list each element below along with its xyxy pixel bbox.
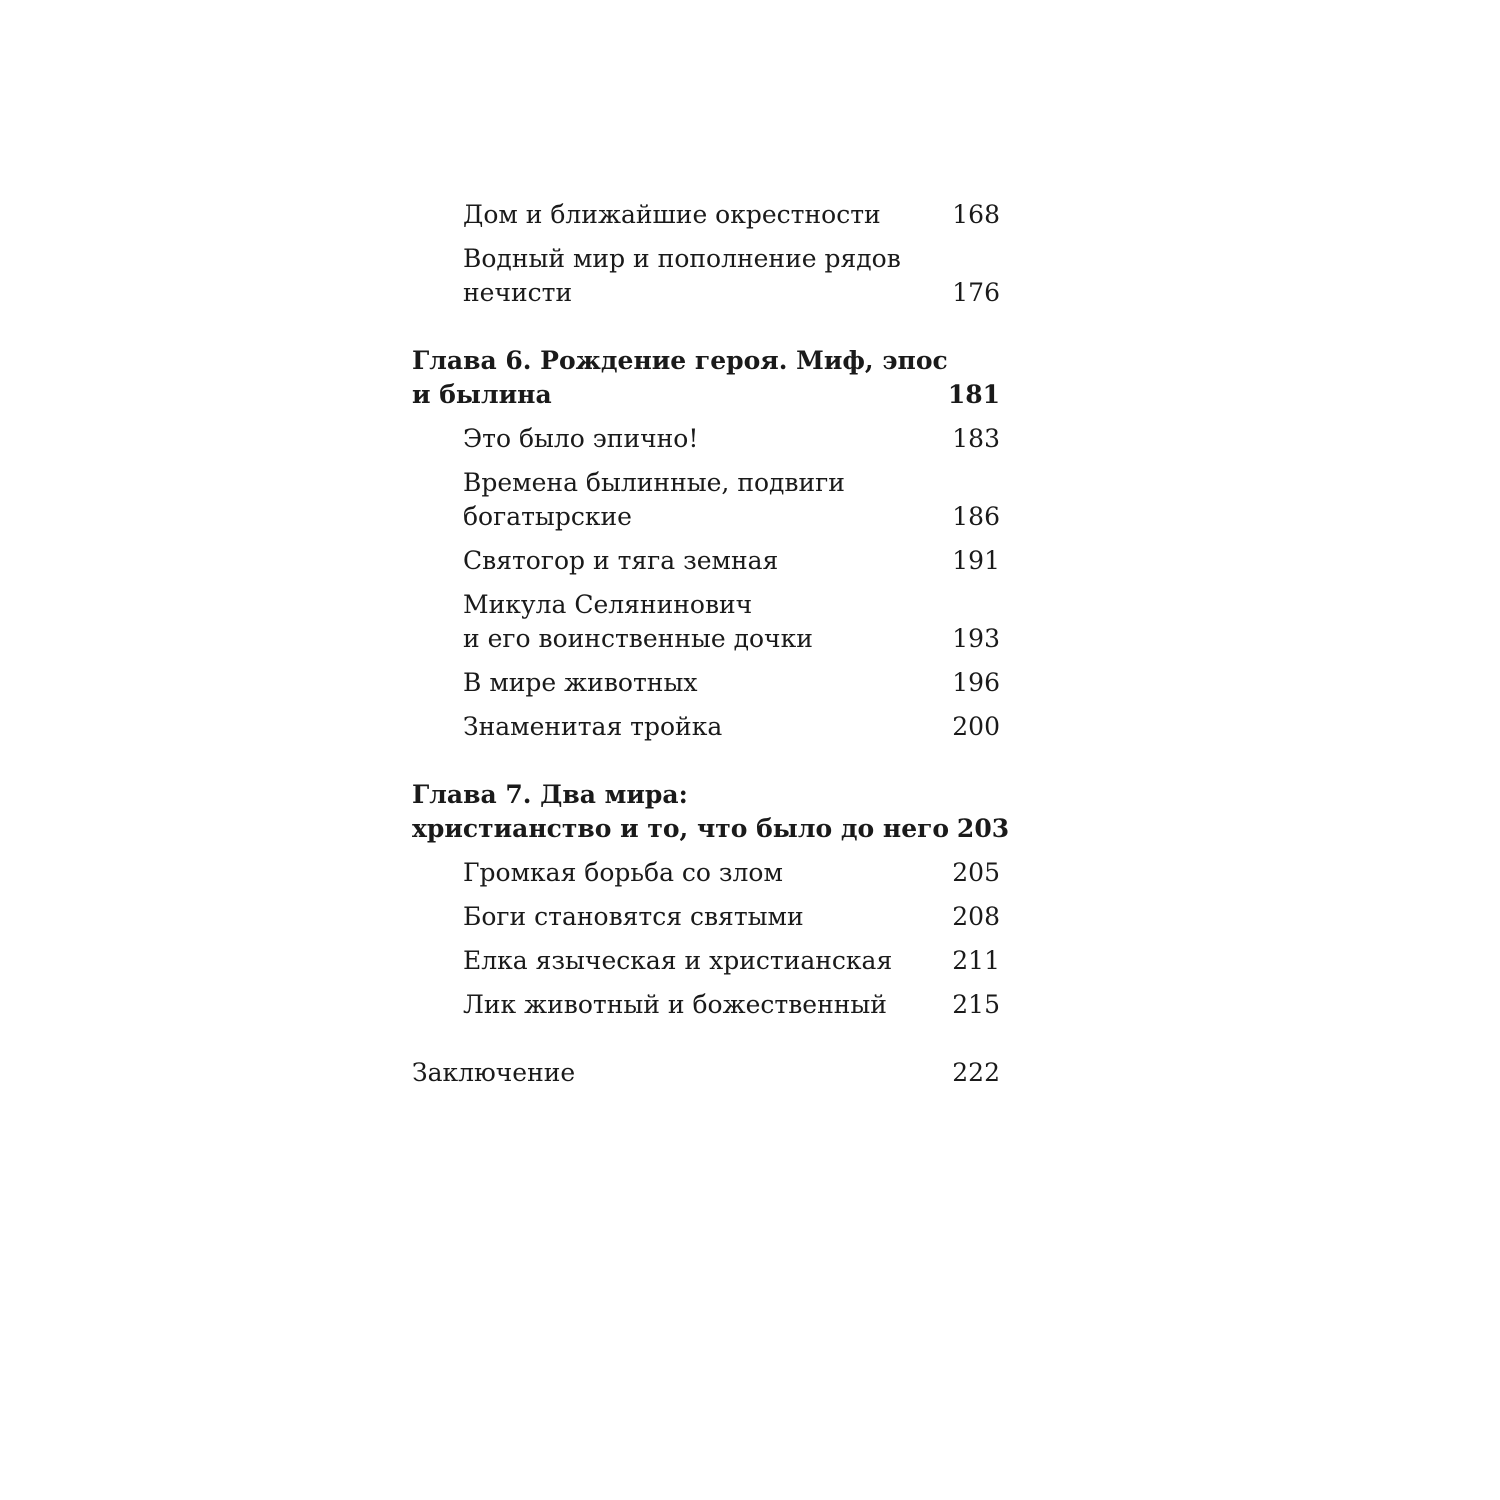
- toc-section-entry: [412, 988, 1000, 1022]
- toc-page-number: 183: [952, 424, 1000, 453]
- toc-line: [412, 812, 1010, 846]
- toc-page-number: 222: [952, 1058, 1000, 1087]
- toc-page-number: 208: [952, 902, 1000, 931]
- toc-entry-title: христианство и то, что было до него: [412, 814, 950, 843]
- toc-line: [412, 710, 1000, 744]
- toc-section-entry: [412, 666, 1000, 700]
- toc-page-number: 211: [952, 946, 1000, 975]
- toc-entry-title: Времена былинные, подвиги: [463, 468, 845, 497]
- toc-section-entry: [412, 242, 1000, 310]
- toc-line: [412, 242, 1000, 276]
- toc-page-number: 200: [952, 712, 1000, 741]
- toc-page-number: 196: [952, 668, 1000, 697]
- toc-section-entry: [412, 944, 1000, 978]
- toc-page-number: 186: [952, 502, 1000, 531]
- toc-page-number: 181: [947, 380, 1000, 409]
- toc-chapter-entry: [412, 344, 1000, 412]
- toc-entry-title: Знаменитая тройка: [463, 712, 723, 741]
- toc-entry-title: Святогор и тяга земная: [463, 546, 779, 575]
- toc-section-entry: [412, 588, 1000, 656]
- toc-entry-title: Лик животный и божественный: [463, 990, 887, 1019]
- toc-line: [412, 466, 1000, 500]
- toc-entry-title: В мире животных: [463, 668, 698, 697]
- toc-entry-title: Заключение: [412, 1058, 576, 1087]
- toc-section-entry: [412, 710, 1000, 744]
- toc-page-number: 191: [952, 546, 1000, 575]
- toc-entry-title: Это было эпично!: [463, 424, 699, 453]
- toc-line: [412, 422, 1000, 456]
- toc-page-number: 203: [956, 814, 1010, 843]
- toc-line: [412, 944, 1000, 978]
- toc-section-entry: [412, 422, 1000, 456]
- table-of-contents: [412, 198, 1010, 1100]
- toc-page-number: 168: [952, 200, 1000, 229]
- toc-page-number: 176: [952, 278, 1000, 307]
- toc-entry-title: Боги становятся святыми: [463, 902, 804, 931]
- toc-entry-title: и былина: [412, 380, 552, 409]
- toc-section-entry: [412, 544, 1000, 578]
- toc-line: [412, 500, 1000, 534]
- toc-page-number: 215: [952, 990, 1000, 1019]
- toc-line: [412, 988, 1000, 1022]
- toc-line: [412, 622, 1000, 656]
- toc-entry-title: нечисти: [463, 278, 573, 307]
- toc-chapter-entry: [412, 778, 1010, 846]
- toc-entry-title: Громкая борьба со злом: [463, 858, 783, 887]
- toc-line: [412, 378, 1000, 412]
- toc-line: [412, 778, 1000, 812]
- toc-section-entry: [412, 466, 1000, 534]
- toc-entry-title: богатырские: [463, 502, 632, 531]
- toc-section-entry: [412, 198, 1000, 232]
- toc-line: [412, 544, 1000, 578]
- toc-entry-title: и его воинственные дочки: [463, 624, 813, 653]
- toc-entry-title: Глава 7. Два мира:: [412, 780, 688, 809]
- toc-line: [412, 588, 1000, 622]
- toc-section-entry: [412, 856, 1000, 890]
- toc-line: [412, 276, 1000, 310]
- toc-top-entry: [412, 1056, 1000, 1090]
- toc-line: [412, 666, 1000, 700]
- toc-entry-title: Водный мир и пополнение рядов: [463, 244, 901, 273]
- toc-line: [412, 198, 1000, 232]
- toc-section-entry: [412, 900, 1000, 934]
- toc-entry-title: Елка языческая и христианская: [463, 946, 893, 975]
- toc-line: [412, 856, 1000, 890]
- toc-line: [412, 900, 1000, 934]
- toc-line: [412, 344, 1000, 378]
- toc-entry-title: Глава 6. Рождение героя. Миф, эпос: [412, 346, 948, 375]
- toc-entry-title: Микула Селянинович: [463, 590, 753, 619]
- toc-entry-title: Дом и ближайшие окрестности: [463, 200, 881, 229]
- toc-page-number: 205: [952, 858, 1000, 887]
- toc-page-number: 193: [952, 624, 1000, 653]
- toc-line: [412, 1056, 1000, 1090]
